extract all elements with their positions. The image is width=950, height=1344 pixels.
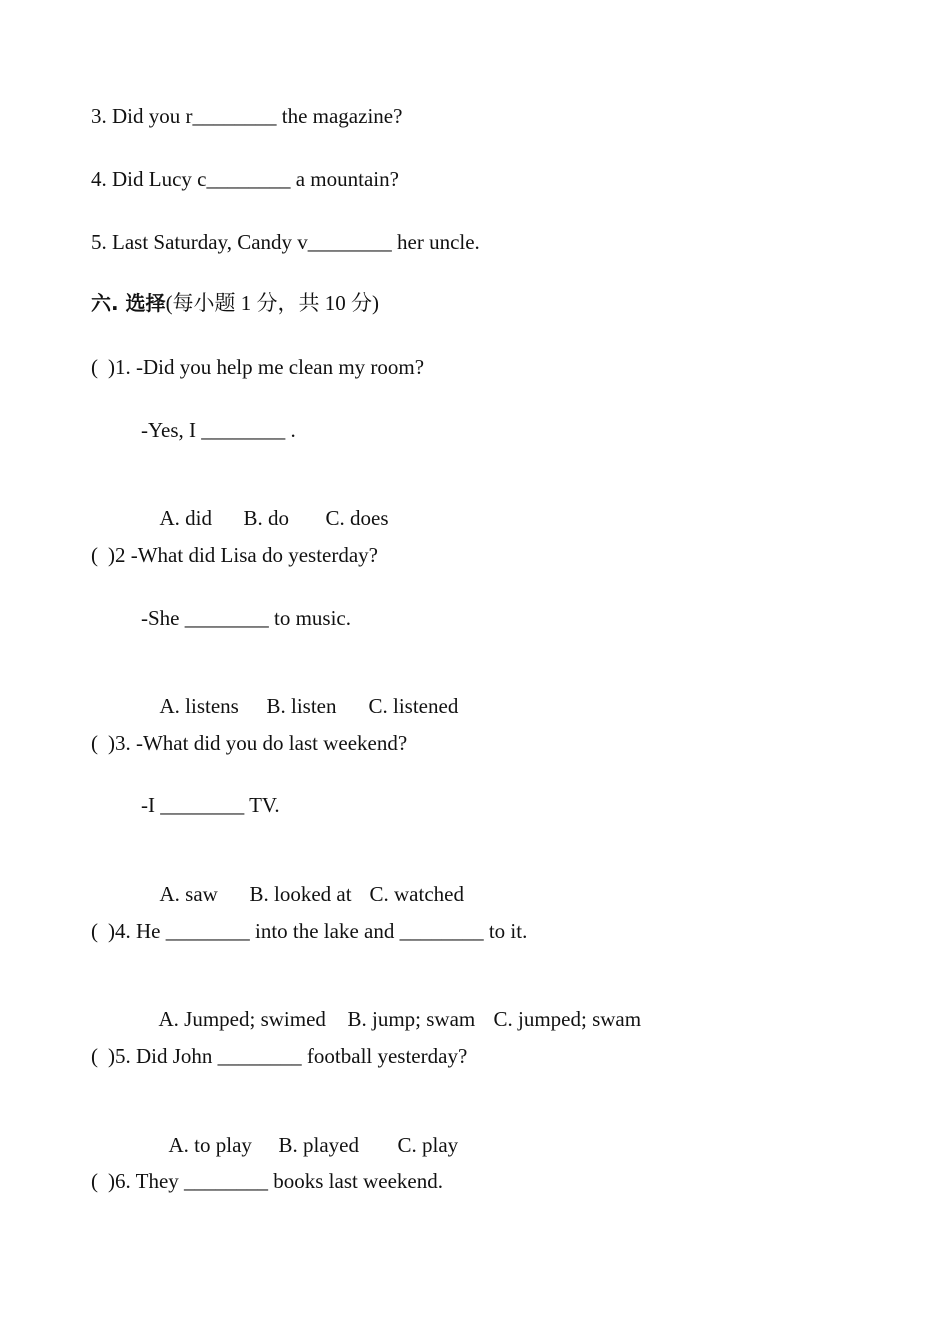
- option-a: A. saw: [159, 882, 218, 906]
- option-c: C. play: [397, 1133, 459, 1157]
- question-text: )2 -What did Lisa do yesterday?: [108, 543, 378, 567]
- question-text: )4. He ________ into the lake and ________ to it.: [108, 919, 528, 943]
- question-2-reply: -She ________ to music.: [141, 606, 351, 630]
- fill-in-line-5: 5. Last Saturday, Candy v________ her uncle.: [91, 230, 480, 254]
- answer-paren: (: [91, 919, 98, 943]
- question-5-stem: [91, 1043, 467, 1069]
- option-c: C. listened: [368, 694, 459, 718]
- question-6-stem: [91, 1168, 443, 1194]
- option-b: B. looked at: [249, 882, 352, 906]
- question-1-stem: [91, 354, 424, 380]
- section-title: 六. 选择: [91, 291, 166, 315]
- option-a: A. did: [159, 506, 212, 530]
- question-text: )6. They ________ books last weekend.: [108, 1169, 443, 1193]
- option-c: C. watched: [369, 882, 464, 906]
- option-b: B. listen: [266, 694, 337, 718]
- option-a: A. listens: [159, 694, 239, 718]
- question-text: )5. Did John ________ football yesterday?: [108, 1044, 468, 1068]
- question-3-stem: [91, 730, 407, 756]
- question-4-options: [148, 980, 641, 1032]
- option-c: C. does: [325, 506, 389, 530]
- question-5-options: [158, 1106, 458, 1158]
- fill-in-line-4: 4. Did Lucy c________ a mountain?: [91, 167, 399, 191]
- answer-paren: (: [91, 355, 98, 379]
- option-a: A. Jumped; swimed: [158, 1007, 326, 1031]
- answer-paren: (: [91, 731, 98, 755]
- answer-paren: (: [91, 1044, 98, 1068]
- answer-paren: (: [91, 543, 98, 567]
- question-text: )1. -Did you help me clean my room?: [108, 355, 425, 379]
- question-3-options: [149, 855, 464, 907]
- option-c: C. jumped; swam: [493, 1007, 642, 1031]
- answer-paren: (: [91, 1169, 98, 1193]
- question-4-stem: [91, 918, 527, 944]
- question-text: )3. -What did you do last weekend?: [108, 731, 408, 755]
- fill-in-line-3: 3. Did you r________ the magazine?: [91, 104, 403, 128]
- question-1-reply: -Yes, I ________ .: [141, 418, 296, 442]
- question-3-reply: -I ________ TV.: [141, 793, 280, 817]
- option-b: B. jump; swam: [347, 1007, 476, 1031]
- option-a: A. to play: [168, 1133, 252, 1157]
- question-2-options: [149, 667, 458, 719]
- section-note: (每小题 1 分，共 10 分): [165, 291, 380, 315]
- option-b: B. do: [243, 506, 290, 530]
- option-b: B. played: [278, 1133, 359, 1157]
- section-heading: [91, 290, 379, 316]
- question-2-stem: [91, 542, 378, 568]
- question-1-options: [149, 479, 389, 531]
